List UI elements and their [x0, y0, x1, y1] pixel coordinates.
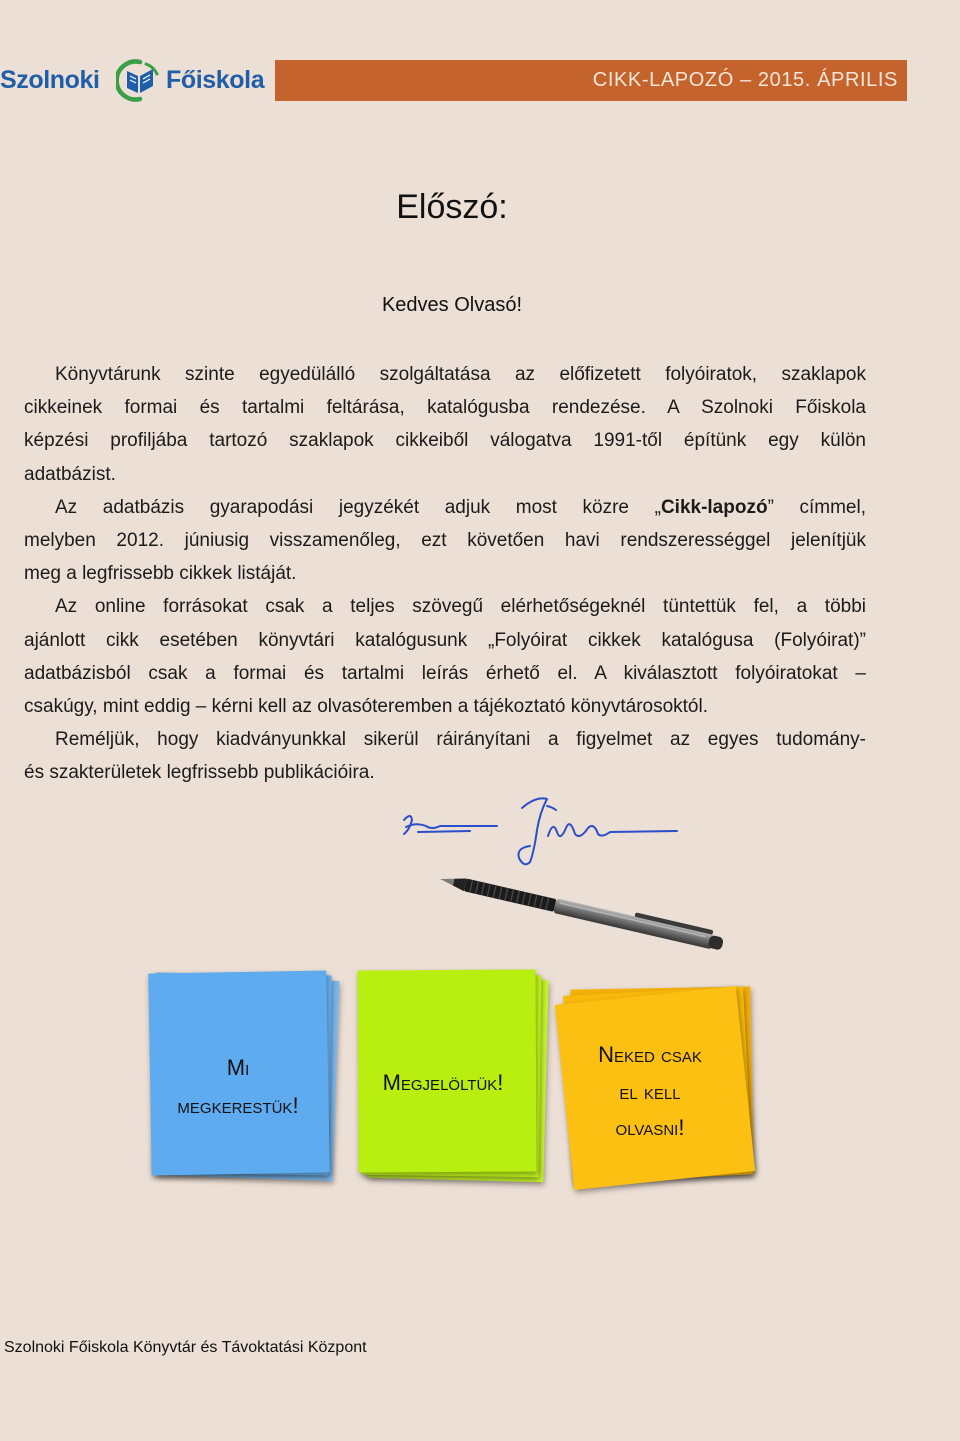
- note-text: megkerestük!: [177, 1093, 299, 1118]
- text-line: Könyvtárunk szinte egyedülálló szolgáltatása az előfizetett folyóiratok, szaklapok: [55, 364, 866, 385]
- issue-title: CIKK-LAPOZÓ – 2015. ÁPRILIS: [592, 69, 898, 91]
- text-line: [24, 491, 866, 524]
- text-line: ajánlott cikk esetében könyvtári katalógusunk „Folyóirat cikkek katalógusa (Folyóirat)”: [24, 629, 866, 651]
- text-line: melyben 2012. júniusig visszamenőleg, ezt követően havi rendszerességgel jelenítjük: [24, 529, 866, 551]
- text-line: képzési profiljába tartozó szaklapok cikkeiből válogatva 1991-től építünk egy külön: [24, 430, 866, 452]
- note-text: olvasni!: [615, 1115, 685, 1140]
- text-line: Reméljük, hogy kiadványunkkal sikerül ráirányítani a figyelmet az egyes tudomány-: [55, 729, 866, 751]
- sticky-note-blue: [148, 968, 340, 1184]
- signature-and-pen: [380, 780, 740, 970]
- logo-text-szolnoki: Szolnoki: [0, 66, 100, 94]
- note-text: Mi: [226, 1055, 250, 1080]
- footer-text: Szolnoki Főiskola Könyvtár és Távoktatási Központ: [4, 1339, 367, 1356]
- page-title: Előszó:: [396, 188, 508, 226]
- text-segment: ” címmel,: [767, 496, 866, 518]
- preface-body: [24, 358, 866, 789]
- text-line: adatbázist.: [24, 463, 116, 485]
- logo-text-foiskola: Főiskola: [166, 66, 265, 94]
- sticky-note-yellow: [552, 982, 762, 1197]
- text-line: cikkeinek formai és tartalmi feltárása, katalógusba rendezése. A Szolnoki Főiskola: [24, 397, 866, 419]
- open-book-globe-icon: [116, 58, 162, 102]
- text-line: meg a legfrissebb cikkek listáját.: [24, 563, 297, 585]
- pen-icon: [438, 868, 725, 952]
- note-text: Megjelöltük!: [382, 1070, 504, 1095]
- text-line: csakúgy, mint eddig – kérni kell az olvasóteremben a tájékoztató könyvtárosoktól.: [24, 695, 708, 717]
- text-line: Az online forrásokat csak a teljes szövegű elérhetőségeknél tüntettük fel, a többi: [55, 596, 866, 618]
- text-segment: Az adatbázis gyarapodási jegyzékét adjuk most közre „: [55, 496, 661, 518]
- publication-name: Cikk-lapozó: [660, 496, 768, 518]
- greeting: Kedves Olvasó!: [381, 294, 523, 316]
- issue-banner: [275, 60, 907, 101]
- note-text: el kell: [619, 1079, 681, 1104]
- text-line: és szakterületek legfrissebb publikációira.: [24, 762, 375, 784]
- text-line: adatbázisból csak a formai és tartalmi leírás érhető el. A kiválasztott folyóiratokat –: [24, 662, 866, 684]
- note-text: Neked csak: [598, 1042, 702, 1067]
- handwritten-signature-icon: [404, 798, 677, 864]
- sticky-note-green: [356, 968, 548, 1184]
